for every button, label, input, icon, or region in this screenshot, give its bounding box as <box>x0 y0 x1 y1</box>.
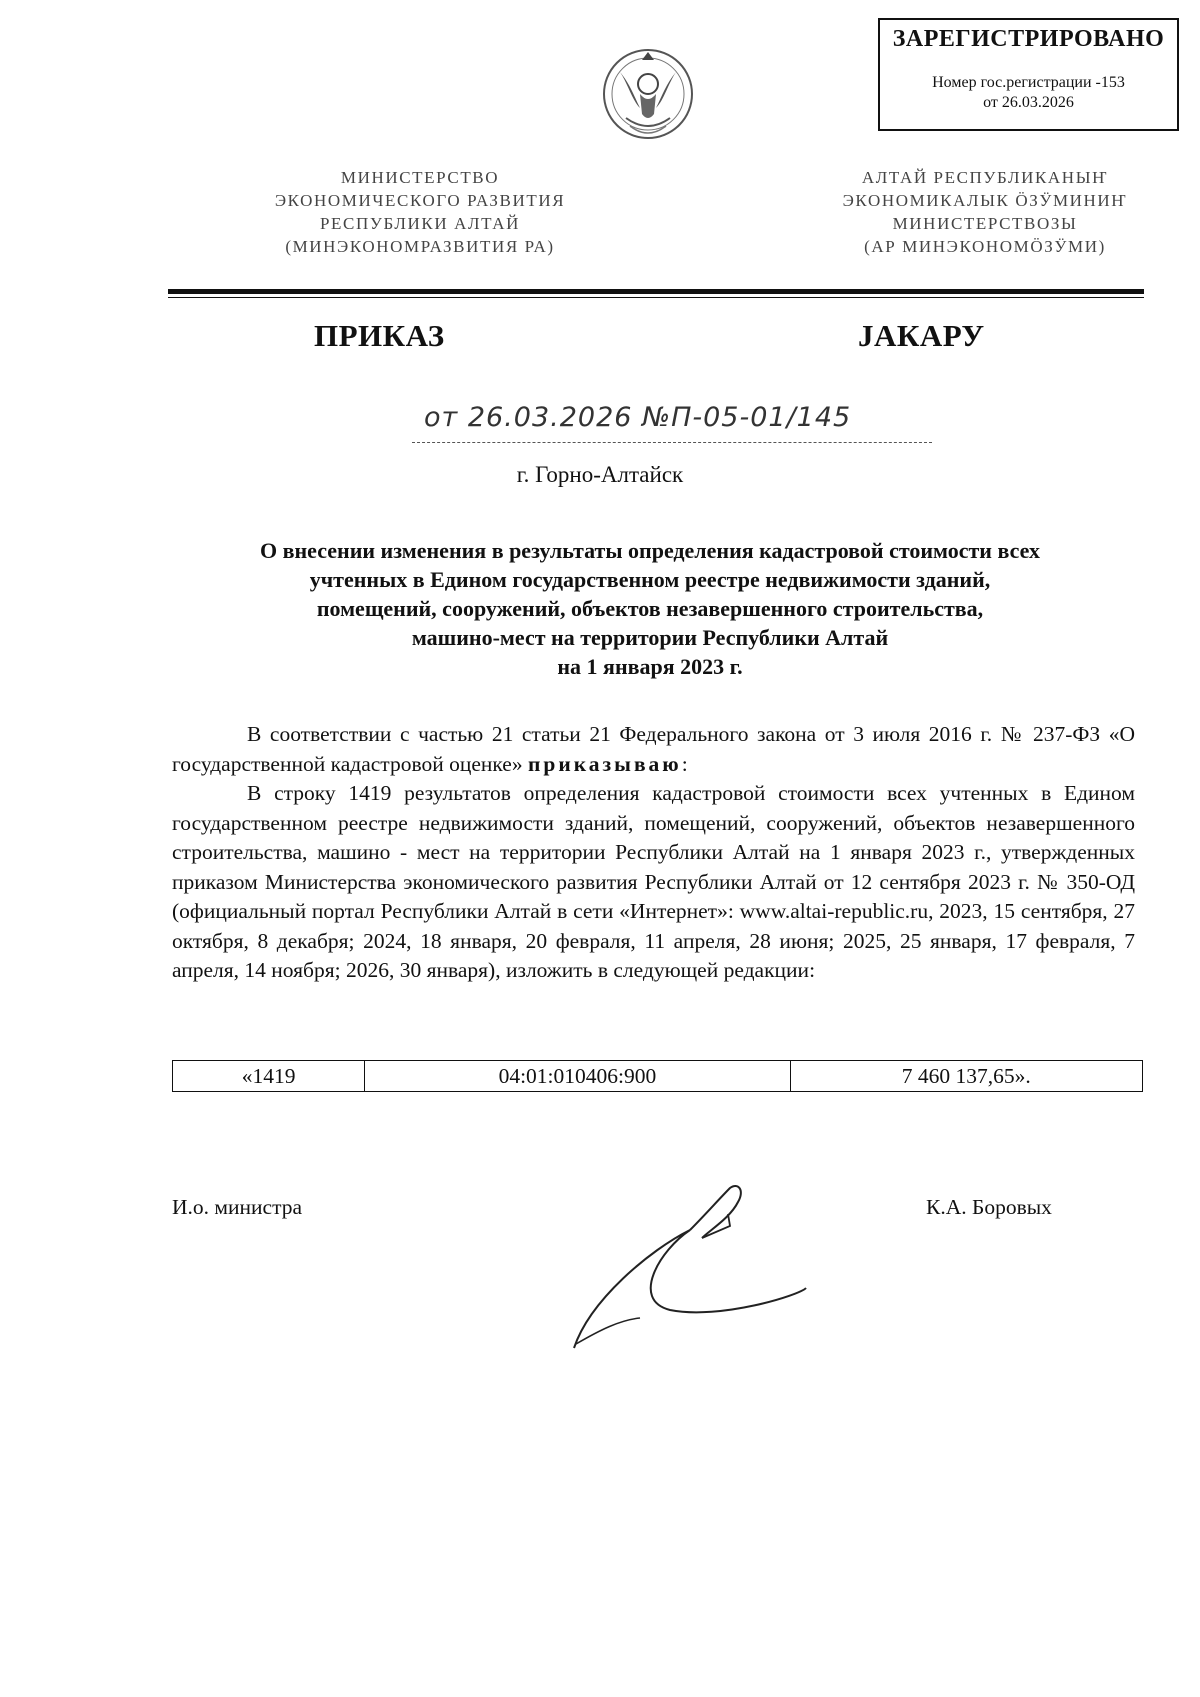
ministry-ru-line: МИНИСТЕРСТВО <box>340 168 500 187</box>
ministry-name-russian <box>200 166 640 258</box>
table-cell-row-number: «1419 <box>173 1061 365 1092</box>
body-p1-text: В соответствии с частью 21 статьи 21 Федерального закона от 3 июля 2016 г. № 237-ФЗ «О государственной кадастровой оценке» <box>172 722 1135 776</box>
header-divider <box>168 289 1144 294</box>
body-paragraph-1 <box>172 720 1135 779</box>
body-paragraph-2: В строку 1419 результатов определения кадастровой стоимости всех учтенных в Едином государственном реестре недвижимости зданий, помещений, сооружений, объектов незавершенного строительства, машино - мест на территории Республики Алтай на 1 января 2023 г., утвержденных приказом Министерства экономического развития Республики Алтай от 12 сентября 2023 г. № 350-ОД (официальный портал Республики Алтай в сети «Интернет»: www.altai-republic.ru, 2023, 15 сентября, 27 октября, 8 декабря; 2024, 18 января, 20 февраля, 11 апреля, 28 июня; 2025, 25 января, 17 февраля, 7 апреля, 14 ноября; 2026, 30 января), изложить в следующей редакции: <box>172 781 1135 982</box>
title-line: учтенных в Едином государственном реестре недвижимости зданий, <box>309 567 991 592</box>
ministry-alt-line: АЛТАЙ РЕСПУБЛИКАНЫҤ <box>861 168 1109 187</box>
ministry-alt-line: ЭКОНОМИКАЛЫК ÖЗӰМИНИҤ <box>842 191 1128 210</box>
stamp-title: ЗАРЕГИСТРИРОВАНО <box>892 26 1165 52</box>
title-line: машино-мест на территории Республики Алтай <box>411 625 889 650</box>
title-line: на 1 января 2023 г. <box>557 654 743 679</box>
ministry-alt-line: МИНИСТЕРСТВОЗЫ <box>892 214 1078 233</box>
cadastral-value-table <box>172 1060 1143 1092</box>
document-title <box>170 536 1130 681</box>
order-date-line <box>412 402 932 443</box>
signatory-name: К.А. Боровых <box>926 1195 1052 1219</box>
body-p1-end: : <box>681 751 688 776</box>
ministry-alt-line: (АР МИНЭКОНОМÖЗӰМИ) <box>864 237 1106 256</box>
ministry-ru-line: ЭКОНОМИЧЕСКОГО РАЗВИТИЯ <box>274 191 566 210</box>
table-cell-cadastral-value: 7 460 137,65». <box>790 1061 1142 1092</box>
registration-stamp <box>878 18 1179 131</box>
table-row <box>173 1061 1143 1092</box>
ministry-ru-line: РЕСПУБЛИКИ АЛТАЙ <box>320 214 520 233</box>
signatory-role: И.о. министра <box>172 1195 303 1219</box>
stamp-registration-date: от 26.03.2026 <box>983 94 1074 111</box>
header-divider-thin <box>168 297 1144 298</box>
order-heading-altai: ЈАКАРУ <box>858 318 985 353</box>
document-body <box>172 720 1135 986</box>
handwritten-signature-icon <box>570 1180 810 1350</box>
table-cell-cadastral-number: 04:01:010406:900 <box>365 1061 790 1092</box>
title-line: О внесении изменения в результаты определения кадастровой стоимости всех <box>260 538 1040 563</box>
order-heading-russian: ПРИКАЗ <box>314 318 445 353</box>
coat-of-arms-altai-icon <box>600 44 696 148</box>
title-line: помещений, сооружений, объектов незавершенного строительства, <box>316 596 984 621</box>
body-p1-emphasis: приказываю <box>527 751 682 776</box>
stamp-registration-number: Номер гос.регистрации -153 <box>932 74 1125 91</box>
ministry-name-altai <box>765 166 1200 258</box>
order-date-number: от 26.03.2026 №П-05-01/145 <box>424 402 852 433</box>
order-city: г. Горно-Алтайск <box>516 462 684 487</box>
ministry-ru-line: (МИНЭКОНОМРАЗВИТИЯ РА) <box>285 237 555 256</box>
